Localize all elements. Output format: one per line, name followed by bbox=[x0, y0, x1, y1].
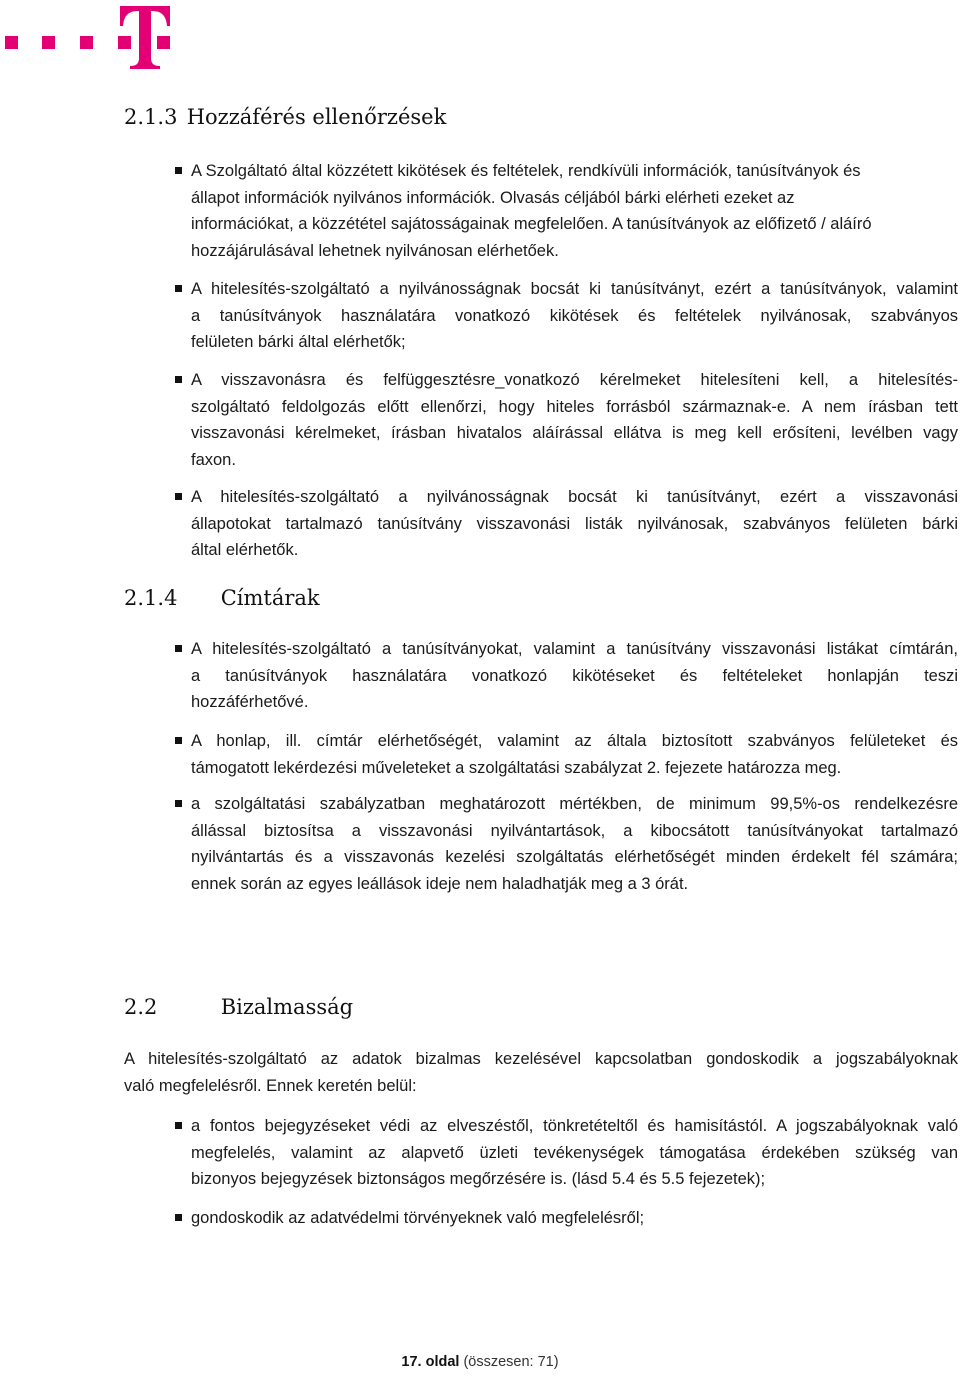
page-footer bbox=[0, 1354, 960, 1370]
text-line: információkat, a közzététel sajátosságainak megfelelően. A tanúsítványok az előfizető / aláíró bbox=[191, 215, 872, 234]
text-line: A hitelesítés-szolgáltató a tanúsítványokat, valamint a tanúsítvány visszavonási listákat címtárán, bbox=[191, 640, 958, 658]
bullet-icon bbox=[175, 376, 182, 383]
list-item bbox=[191, 367, 958, 474]
logo-dot bbox=[42, 36, 55, 49]
logo-dot bbox=[80, 36, 93, 49]
text-line: ennek során az egyes leállások ideje nem haladhatják meg a 3 órát. bbox=[191, 875, 689, 894]
list-item bbox=[191, 791, 958, 898]
text-line: való megfelelésről. Ennek keretén belül: bbox=[124, 1076, 417, 1095]
intro-paragraph bbox=[124, 1046, 958, 1099]
t-logo-icon bbox=[118, 2, 172, 70]
text-line: állással biztosítsa a visszavonási nyilvántartások, a kibocsátott tanúsítványokat tartalmazó bbox=[191, 821, 958, 840]
text-line: megfelelés, valamint az alapvető üzleti tevékenységek támogatása érdekében szükség van bbox=[191, 1143, 958, 1162]
text-line: A hitelesítés-szolgáltató a nyilvánosságnak bocsát ki tanúsítványt, ezért a visszavonási bbox=[191, 488, 958, 506]
list-item bbox=[191, 276, 958, 356]
text-line: a tanúsítványok használatára vonatkozó kikötéseket és feltételeket honlapján teszi bbox=[191, 666, 958, 685]
section-title: Hozzáférés ellenőrzések bbox=[186, 105, 447, 129]
list-item bbox=[191, 728, 958, 781]
section-number: 2.1.4 bbox=[124, 586, 178, 610]
list-item bbox=[191, 1205, 958, 1232]
text-line: gondoskodik az adatvédelmi törvényeknek való megfelelésről; bbox=[191, 1209, 645, 1227]
bullet-icon bbox=[175, 167, 182, 174]
bullet-icon bbox=[175, 1214, 182, 1221]
text-line: hozzájárulásával lehetnek nyilvánosan elérhetőek. bbox=[191, 242, 559, 261]
list-item bbox=[191, 158, 958, 265]
bullet-icon bbox=[175, 800, 182, 807]
section-number: 2.2 bbox=[124, 995, 158, 1019]
list-item bbox=[191, 484, 958, 564]
text-line: által elérhetők. bbox=[191, 541, 299, 560]
telekom-logo bbox=[0, 0, 180, 72]
page-total: (összesen: 71) bbox=[463, 1354, 559, 1370]
section-number: 2.1.3 bbox=[124, 105, 178, 129]
text-line: bizonyos bejegyzések biztonságos megőrzésére is. (lásd 5.4 és 5.5 fejezetek); bbox=[191, 1170, 766, 1189]
section-heading-2-2 bbox=[124, 995, 353, 1019]
text-line: A Szolgáltató által közzétett kikötések és feltételek, rendkívüli információk, tanúsítványok és bbox=[191, 162, 861, 180]
text-line: a szolgáltatási szabályzatban meghatározott mértékben, de minimum 99,5%-os rendelkezésre bbox=[191, 795, 958, 813]
list-item bbox=[191, 636, 958, 716]
text-line: felületen bárki által elérhetők; bbox=[191, 333, 406, 352]
text-line: szolgáltató feldolgozás előtt ellenőrzi, hogy hiteles forrásból származnak-e. A nem írásban tett bbox=[191, 397, 958, 416]
list-item bbox=[191, 1113, 958, 1193]
text-line: A visszavonásra és felfüggesztésre_vonatkozó kérelmeket hitelesíteni kell, a hitelesítés- bbox=[191, 371, 958, 389]
text-line: nyilvántartás és a visszavonás kezelési szolgáltatás elérhetőségét minden érdekelt fél számára; bbox=[191, 848, 958, 867]
section-heading-2-1-3 bbox=[124, 105, 446, 129]
text-line: A hitelesítés-szolgáltató a nyilvánosságnak bocsát ki tanúsítványt, ezért a tanúsítványok, valamint bbox=[191, 280, 958, 298]
section-title: Címtárak bbox=[220, 586, 320, 610]
bullet-icon bbox=[175, 1122, 182, 1129]
bullet-icon bbox=[175, 493, 182, 500]
section-heading-2-1-4 bbox=[124, 586, 320, 610]
text-line: támogatott lekérdezési műveleteket a szolgáltatási szabályzat 2. fejezete határozza meg. bbox=[191, 758, 842, 777]
text-line: állapot információk nyilvános információk. Olvasás céljából bárki elérheti ezeket az bbox=[191, 188, 795, 207]
text-line: A honlap, ill. címtár elérhetőségét, valamint az általa biztosított szabványos felületeket és bbox=[191, 732, 958, 750]
text-line: A hitelesítés-szolgáltató az adatok bizalmas kezelésével kapcsolatban gondoskodik a jogszabályoknak bbox=[124, 1050, 958, 1068]
text-line: faxon. bbox=[191, 451, 236, 470]
bullet-icon bbox=[175, 285, 182, 292]
section-title: Bizalmasság bbox=[220, 995, 354, 1019]
text-line: visszavonási kérelmeket, írásban hivatalos aláírással ellátva is meg kell erősíteni, levélben vagy bbox=[191, 424, 958, 443]
logo-dot bbox=[5, 36, 18, 49]
bullet-icon bbox=[175, 645, 182, 652]
text-line: a tanúsítványok használatára vonatkozó kikötések és feltételek nyilvánosak, szabványos bbox=[191, 306, 958, 325]
page-number: 17. oldal bbox=[401, 1354, 460, 1370]
text-line: a fontos bejegyzéseket védi az elveszéstől, tönkretételtől és hamisítástól. A jogszabályoknak való bbox=[191, 1117, 958, 1135]
bullet-icon bbox=[175, 737, 182, 744]
text-line: hozzáférhetővé. bbox=[191, 693, 309, 712]
text-line: állapotokat tartalmazó tanúsítvány visszavonási listák nyilvánosak, szabványos felületen bárki bbox=[191, 514, 958, 533]
